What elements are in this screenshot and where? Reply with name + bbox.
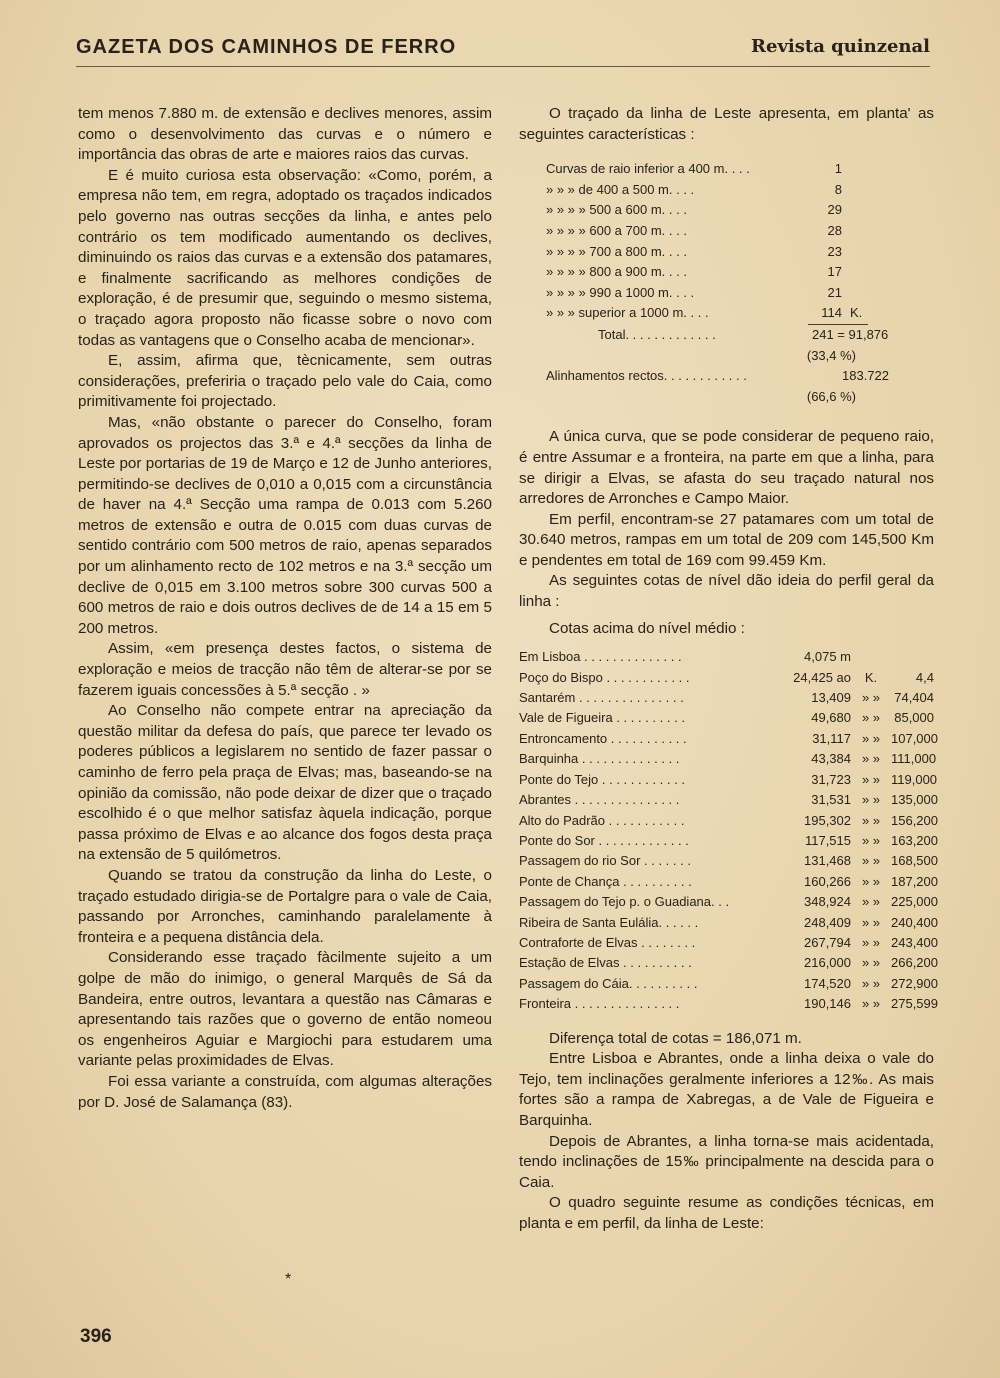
cota-row [519,872,938,892]
cota-ditto: » » [861,792,881,808]
cota-name: Fronteira . . . . . . . . . . . . . . . [519,996,680,1012]
cota-name: Barquinha . . . . . . . . . . . . . . [519,751,680,767]
cota-row [519,994,938,1014]
curve-row [546,283,916,304]
cota-row [519,933,938,953]
cota-row [519,831,938,851]
cota-value: 117,515 [804,832,851,848]
curve-count: 114 [821,305,842,321]
cota-row [519,668,934,688]
cota-name: Ponte do Sor . . . . . . . . . . . . . [519,832,689,848]
cota-value: 4,075 m [804,649,851,665]
left-paragraph: Ao Conselho não compete entrar na apreciação da questão militar da defesa do país, que parece ter levado os poderes públicos a legislarem no sentido de fazer passar o caminho de ferro pela praça de Elvas; mas, baseando-se na opinião da comissão, não pode deixar de dizer que o traçado escolhido é o que melhor satisfaz àquela indicação, porque passa próximo de Elvas e ao alcance dos fogos desta praça na extensão de 5 quilómetros. [78,702,492,864]
total-value: 241 = 91,876 [812,326,889,342]
cota-row [519,892,938,912]
cota-km: 156,200 [891,812,938,828]
cota-name: Ponte do Tejo . . . . . . . . . . . . [519,771,685,787]
total-pct: (33,4 %) [806,347,856,363]
cota-km: 240,400 [891,914,938,930]
curve-count: 28 [827,222,842,238]
curves-table [546,159,916,407]
cota-value: 131,468 [804,853,851,869]
alinhamentos-pct: (66,6 %) [806,388,856,404]
curve-row [546,180,916,201]
cota-value: 216,000 [804,955,851,971]
curve-row [546,159,916,180]
cota-value: 160,266 [804,873,851,889]
cota-km: 275,599 [891,996,938,1012]
diferenca-line: Diferença total de cotas = 186,071 m. [549,1029,802,1047]
journal-subtitle: Revista quinzenal [751,36,930,57]
cota-name: Contraforte de Elvas . . . . . . . . [519,934,696,950]
cota-ditto: » » [861,955,881,971]
curve-count: 1 [834,161,842,177]
right-paragraph: As seguintes cotas de nível dão ideia do perfil geral da linha : [519,572,934,611]
right-paragraph: Entre Lisboa e Abrantes, onde a linha deixa o vale do Tejo, tem inclinações geralmente inferiores a 12‰. As mais fortes são a rampa de Xabregas, a de Vale de Figueira e Barquinha. [519,1050,934,1129]
cota-row [519,647,934,667]
cota-km: 168,500 [891,853,938,869]
curve-count: 17 [827,264,842,280]
cota-km: 225,000 [891,894,938,910]
cota-name: Vale de Figueira . . . . . . . . . . [519,710,685,726]
cota-name: Ribeira de Santa Eulália. . . . . . [519,914,699,930]
cota-name: Entroncamento . . . . . . . . . . . [519,730,687,746]
curve-row [546,262,916,283]
cota-row [519,749,937,769]
cota-value: 31,117 [812,730,851,746]
cota-ditto: » » [861,996,881,1012]
curve-count: 8 [834,181,842,197]
header-rule [76,66,930,67]
right-paragraph: Cotas acima do nível médio : [549,619,745,637]
curve-row [546,200,916,221]
right-paragraph: A única curva, que se pode considerar de pequeno raio, é entre Assumar e a fronteira, na parte em que a linha, para se dirigir a Elvas, se afasta do seu traçado natural nos arredores de Arronches e Campo Maior. [519,428,934,508]
cota-row [519,913,938,933]
curve-label: » » » » 700 a 800 m. . . . [546,243,687,259]
cota-ditto: » » [861,751,881,767]
cota-row [519,974,938,994]
cota-ditto: » » [861,873,881,889]
cota-row [519,953,938,973]
curve-label: » » » » 800 a 900 m. . . . [546,264,687,280]
cota-name: Estação de Elvas . . . . . . . . . . [519,955,692,971]
cota-row [519,708,934,728]
cota-km: 272,900 [891,975,938,991]
total-label: Total. . . . . . . . . . . . . [598,326,716,342]
cota-ditto: » » [861,975,881,991]
cota-km [891,647,934,667]
cota-value: 49,680 [811,710,851,726]
cota-ditto: » » [861,914,881,930]
right-intro: O traçado da linha de Leste apresenta, em planta' as seguintes características : [519,105,934,143]
curve-label: » » » » 600 a 700 m. . . . [546,222,687,238]
cota-value: 195,302 [804,812,851,828]
curves-total-row [546,325,916,346]
cota-ditto: » » [861,832,881,848]
cota-name: Passagem do Cáia. . . . . . . . . . [519,975,698,991]
left-paragraph: Quando se tratou da construção da linha do Leste, o traçado estudado dirigia-se de Portalgre para o vale de Caia, passando por Arronches, caminhando paralelamente à fronteira e a pequena distância dela. [78,866,492,946]
cota-value: 190,146 [804,996,851,1012]
cota-name: Em Lisboa . . . . . . . . . . . . . . [519,649,682,665]
cota-km: 74,404 [894,690,934,706]
right-paragraph: Depois de Abrantes, a linha torna-se mais acidentada, tendo inclinações de 15‰ principalmente na descida para o Caia. [519,1132,934,1191]
left-column [78,104,492,1113]
cota-value: 24,425 ao [793,669,851,685]
cota-km: 111,000 [891,751,937,767]
cota-ditto: » » [861,710,881,726]
curve-count: 21 [827,284,842,300]
running-header [76,36,930,66]
curve-label: » » » de 400 a 500 m. . . . [546,181,695,197]
curve-label: » » » » 500 a 600 m. . . . [546,202,687,218]
cota-km: 85,000 [894,710,934,726]
cota-row [519,729,938,749]
right-paragraph: O quadro seguinte resume as condições técnicas, em planta e em perfil, da linha de Leste: [519,1194,934,1232]
journal-title: GAZETA DOS CAMINHOS DE FERRO [76,36,457,58]
cota-ditto: » » [861,771,881,787]
cota-row [519,811,938,831]
cota-name: Alto do Padrão . . . . . . . . . . . [519,812,685,828]
cota-name: Poço do Bispo . . . . . . . . . . . . [519,669,690,685]
cota-ditto: K. [864,669,878,685]
cota-value: 13,409 [811,690,851,706]
cota-row [519,770,938,790]
cota-row [519,851,938,871]
section-mark: * [285,1271,292,1288]
curve-row [546,221,916,242]
cota-km: 4,4 [915,669,934,685]
cota-value: 267,794 [804,934,851,950]
right-paragraph: Em perfil, encontram-se 27 patamares com um total de 30.640 metros, rampas em um total de 209 com 145,500 Km e pendentes em total de 169 com 99.459 Km. [519,510,934,569]
cota-value: 31,531 [811,792,851,808]
curve-label: » » » superior a 1000 m. . . . [546,305,709,321]
cota-name: Santarém . . . . . . . . . . . . . . . [519,690,684,706]
curve-row [546,242,916,263]
left-paragraph: Considerando esse traçado fàcilmente sujeito a um golpe de mão do inimigo, o general Marquês de Sá da Bandeira, entre outros, levantara a questão nas Câmaras e apresentando tais razões que o governo de então nomeou os engenheiros Aguiar e Margiochi para estudarem uma variante pelas proximidades de Elvas. [78,949,492,1070]
left-paragraph: E é muito curiosa esta observação: «Como, porém, a empresa não tem, em regra, adoptado os traçados indicados pelo governo nas outras secções da linha, e antes pelo contrário os tem modificado aumentando os declives, diminuindo os raios das curvas e a extensão dos patamares, e finalmente sacrificando as melhores condições de exploração, é de presumir que, seguindo o mesmo sistema, o traçado agora proposto não ficasse sobre o novo com todas as vantagens que o Conselho acaba de mencionar». [78,166,492,349]
curve-label: Curvas de raio inferior a 400 m. . . . [546,161,750,177]
cota-km: 243,400 [891,934,938,950]
cota-ditto: » » [861,853,881,869]
cota-name: Ponte de Chança . . . . . . . . . . [519,873,692,889]
left-paragraph: Assim, «em presença destes factos, o sistema de exploração e meios de tracção não têm de alterar-se por se fazerem iguais concessões à 5.ª secção . » [78,640,492,699]
cota-value: 174,520 [804,975,851,991]
cota-km: 187,200 [891,873,938,889]
left-paragraph: tem menos 7.880 m. de extensão e declives menores, assim como o desenvolvimento das curvas e o número e importância das obras de arte e maiores raios das curvas. [78,105,492,164]
cota-value: 248,409 [804,914,851,930]
cota-km: 107,000 [891,730,938,746]
cota-ditto [851,647,891,667]
cota-value: 31,723 [811,771,851,787]
cotas-table [519,647,938,1014]
cota-ditto: » » [861,894,881,910]
left-paragraph: E, assim, afirma que, tècnicamente, sem outras considerações, preferiria o traçado pelo vale do Caia, como primitivamente foi projectado. [78,352,492,411]
cota-row [519,688,934,708]
cota-ditto: » » [861,934,881,950]
cota-km: 135,000 [891,792,938,808]
left-paragraph: Foi essa variante a construída, com algumas alterações por D. José de Salamança (83). [78,1072,492,1111]
left-paragraph: Mas, «não obstante o parecer do Conselho, foram aprovados os projectos das 3.ª e 4.ª secções da linha de Leste por portarias de 19 de Março e 12 de Junho anteriores, permitindo-se declives de 0,010 a 0,015 com a circunstância de haver na 4.ª Secção uma rampa de 0.013 com 5.260 metros de extensão e outra de 0.015 com duas curvas de sentido contrário com 500 metros de raio, apenas separados por um alinhamento recto de 102 metros e na 3.ª secção um declive de 0,015 em 3.100 metros sobre 300 curvas 500 a 600 metros de raio e dois outros declives de de 14 a 15 em 5 200 metros. [78,413,492,637]
cota-name: Passagem do Tejo p. o Guadiana. . . [519,894,730,910]
right-column [519,104,938,1235]
cota-row [519,790,938,810]
alinhamentos-label: Alinhamentos rectos. . . . . . . . . . . . [546,368,747,384]
curve-row [546,303,916,324]
cota-km: 163,200 [891,832,938,848]
curve-count: 29 [827,202,842,218]
alinhamentos-value: 183.722 [842,368,889,384]
curve-label: » » » » 990 a 1000 m. . . . [546,284,695,300]
curve-unit: K. [850,305,863,321]
cota-km: 266,200 [891,955,938,971]
alinhamentos-row [546,366,916,387]
cota-value: 348,924 [804,894,851,910]
cota-name: Passagem do rio Sor . . . . . . . [519,853,691,869]
curve-count: 23 [827,243,842,259]
cota-ditto: » » [861,730,881,746]
cota-value: 43,384 [811,751,851,767]
cota-ditto: » » [861,690,881,706]
cota-ditto: » » [861,812,881,828]
page-number: 396 [80,1326,112,1347]
cota-name: Abrantes . . . . . . . . . . . . . . . [519,792,680,808]
cota-km: 119,000 [891,771,938,787]
